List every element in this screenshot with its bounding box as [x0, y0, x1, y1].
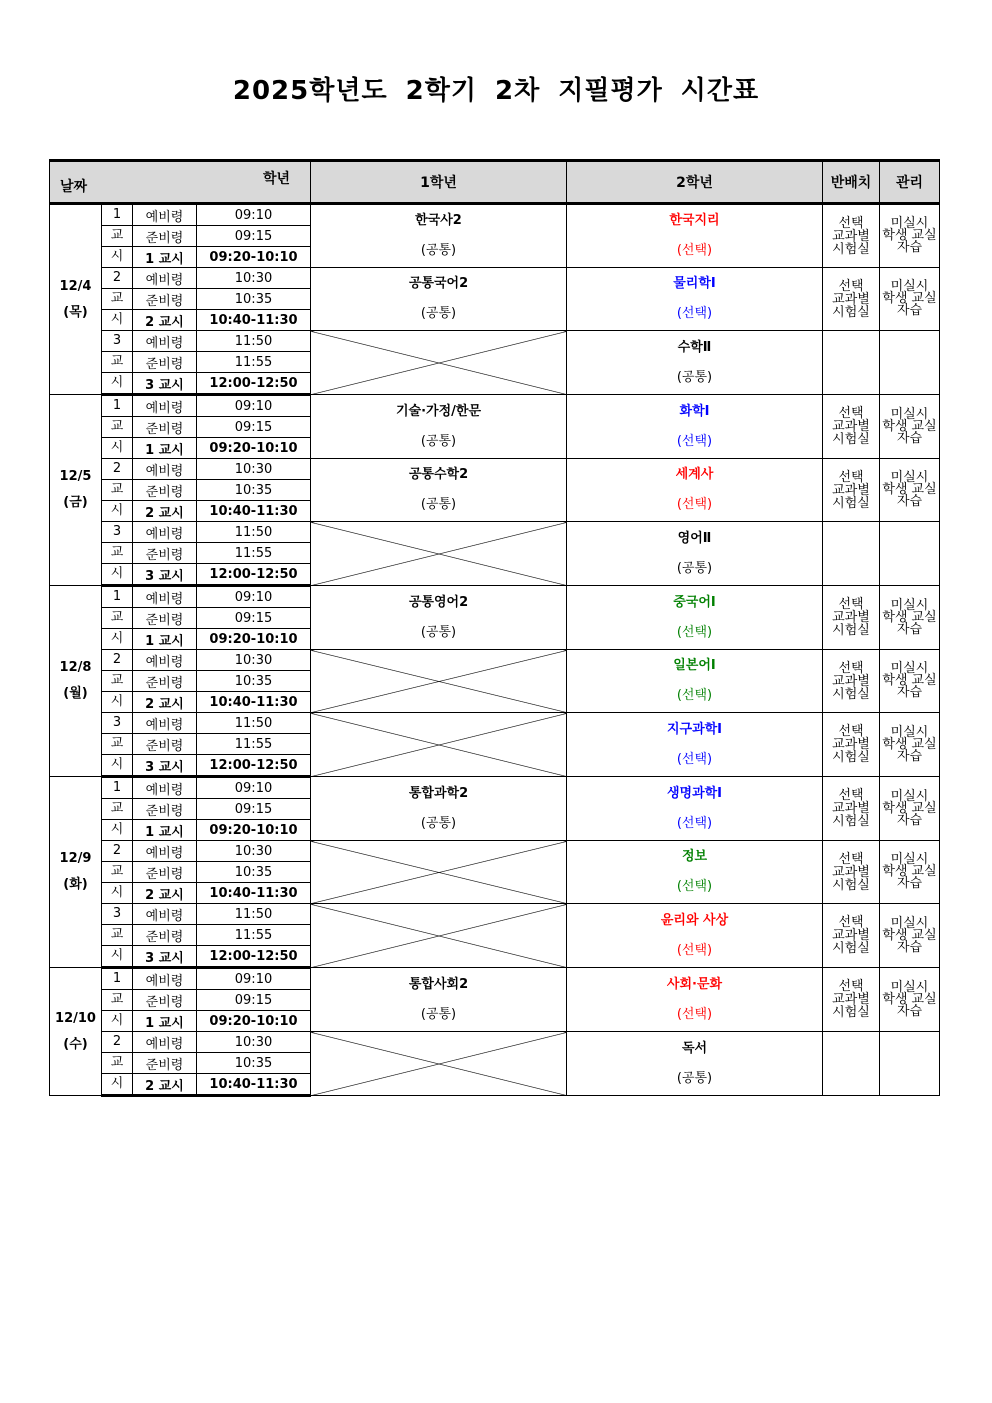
day-weekday: (월)	[63, 686, 88, 701]
seating-cell: 선택 교과별 시험실	[823, 904, 880, 968]
ready-time: 11:55	[197, 352, 311, 373]
grade1-subject-cell	[311, 395, 567, 459]
grade2-subject-cell	[567, 650, 823, 713]
day-cell	[50, 586, 102, 777]
period-time: 09:20-10:10	[197, 438, 311, 459]
grade2-subject-name: 정보	[681, 849, 708, 864]
grade2-subject-cell	[567, 522, 823, 586]
management-cell: 미실시 학생 교실 자습	[880, 268, 940, 331]
day-date: 12/4	[59, 278, 92, 294]
period-label: 3 교시	[133, 564, 197, 586]
period-marker: 시	[102, 373, 133, 395]
prep-time: 09:10	[197, 586, 311, 608]
seating-cell: 선택 교과별 시험실	[823, 650, 880, 713]
header-grade2: 2학년	[567, 161, 823, 204]
table-row	[50, 1032, 940, 1053]
grade2-subject-type: (선택)	[676, 751, 713, 767]
header-grade-label: 학년	[262, 171, 290, 187]
grade2-subject-type: (공통)	[676, 560, 713, 576]
seating-cell: 선택 교과별 시험실	[823, 204, 880, 268]
grade1-subject-type: (공통)	[420, 624, 457, 640]
header-seating: 반배치	[823, 161, 880, 204]
grade2-subject-type: (선택)	[676, 688, 713, 703]
management-cell: 미실시 학생 교실 자습	[880, 395, 940, 459]
period-marker: 교	[102, 925, 133, 946]
period-marker: 시	[102, 310, 133, 331]
day-date: 12/9	[59, 851, 92, 866]
period-time: 12:00-12:50	[197, 373, 311, 395]
management-cell: 미실시 학생 교실 자습	[880, 968, 940, 1032]
period-marker: 2	[102, 268, 133, 289]
period-time: 09:20-10:10	[197, 247, 311, 268]
header-row	[50, 161, 940, 204]
prep-label: 예비령	[133, 650, 197, 671]
management-cell: 미실시 학생 교실 자습	[880, 904, 940, 968]
prep-time: 09:10	[197, 777, 311, 799]
period-marker: 교	[102, 226, 133, 247]
period-label: 3 교시	[133, 946, 197, 968]
day-cell	[50, 395, 102, 586]
grade1-subject-cell	[311, 777, 567, 841]
period-time: 12:00-12:50	[197, 755, 311, 777]
grade1-subject-cell	[311, 968, 567, 1032]
grade1-subject-name: 공통영어2	[408, 594, 469, 610]
period-marker: 교	[102, 289, 133, 310]
prep-time: 09:10	[197, 395, 311, 417]
period-marker: 교	[102, 671, 133, 692]
grade2-subject-type: (선택)	[676, 243, 713, 258]
grade2-subject-type: (선택)	[676, 879, 713, 894]
period-label: 3 교시	[133, 755, 197, 777]
period-marker: 교	[102, 990, 133, 1011]
day-weekday: (화)	[63, 877, 88, 892]
grade1-subject-type: (공통)	[420, 1006, 457, 1022]
grade2-subject-type: (선택)	[676, 815, 713, 831]
ready-label: 준비령	[133, 1053, 197, 1074]
ready-label: 준비령	[133, 608, 197, 629]
day-weekday: (수)	[63, 1036, 88, 1052]
table-row	[50, 268, 940, 289]
period-marker: 교	[102, 1053, 133, 1074]
period-time: 10:40-11:30	[197, 883, 311, 904]
seating-cell	[823, 1032, 880, 1096]
prep-time: 10:30	[197, 268, 311, 289]
ready-time: 10:35	[197, 480, 311, 501]
table-row	[50, 650, 940, 671]
period-marker: 2	[102, 841, 133, 862]
seating-cell: 선택 교과별 시험실	[823, 777, 880, 841]
grade1-no-exam-cell	[311, 841, 567, 904]
period-time: 10:40-11:30	[197, 310, 311, 331]
prep-label: 예비령	[133, 522, 197, 543]
grade1-subject-name: 공통국어2	[408, 276, 469, 291]
grade2-subject-type: (공통)	[676, 369, 713, 385]
grade2-subject-cell	[567, 586, 823, 650]
ready-time: 09:15	[197, 226, 311, 247]
header-grade1: 1학년	[311, 161, 567, 204]
ready-label: 준비령	[133, 480, 197, 501]
seating-cell	[823, 331, 880, 395]
grade2-subject-type: (선택)	[676, 1006, 713, 1022]
period-marker: 시	[102, 247, 133, 268]
period-marker: 1	[102, 204, 133, 226]
management-cell: 미실시 학생 교실 자습	[880, 650, 940, 713]
period-marker: 시	[102, 946, 133, 968]
grade2-subject-cell	[567, 204, 823, 268]
ready-time: 09:15	[197, 417, 311, 438]
ready-label: 준비령	[133, 671, 197, 692]
header-management: 관리	[880, 161, 940, 204]
prep-label: 예비령	[133, 331, 197, 352]
grade2-subject-name: 물리학Ⅰ	[673, 276, 716, 291]
management-cell	[880, 1032, 940, 1096]
prep-label: 예비령	[133, 968, 197, 990]
period-marker: 3	[102, 522, 133, 543]
ready-label: 준비령	[133, 734, 197, 755]
management-cell	[880, 331, 940, 395]
period-time: 09:20-10:10	[197, 629, 311, 650]
table-row	[50, 777, 940, 799]
table-row	[50, 459, 940, 480]
period-marker: 교	[102, 862, 133, 883]
period-marker: 시	[102, 820, 133, 841]
grade2-subject-cell	[567, 395, 823, 459]
period-marker: 교	[102, 352, 133, 373]
prep-label: 예비령	[133, 841, 197, 862]
grade1-subject-cell	[311, 204, 567, 268]
grade1-subject-type: (공통)	[420, 433, 457, 449]
management-cell: 미실시 학생 교실 자습	[880, 713, 940, 777]
period-time: 12:00-12:50	[197, 946, 311, 968]
ready-time: 09:15	[197, 608, 311, 629]
period-time: 09:20-10:10	[197, 1011, 311, 1032]
prep-time: 10:30	[197, 650, 311, 671]
seating-cell	[823, 522, 880, 586]
management-cell: 미실시 학생 교실 자습	[880, 204, 940, 268]
ready-time: 10:35	[197, 671, 311, 692]
grade2-subject-type: (선택)	[676, 306, 713, 321]
ready-label: 준비령	[133, 862, 197, 883]
seating-cell: 선택 교과별 시험실	[823, 395, 880, 459]
grade1-no-exam-cell	[311, 1032, 567, 1096]
period-label: 2 교시	[133, 1074, 197, 1096]
management-cell: 미실시 학생 교실 자습	[880, 459, 940, 522]
period-marker: 3	[102, 331, 133, 352]
prep-label: 예비령	[133, 268, 197, 289]
period-label: 1 교시	[133, 820, 197, 841]
period-marker: 시	[102, 501, 133, 522]
grade2-subject-cell	[567, 268, 823, 331]
grade2-subject-name: 한국지리	[669, 213, 720, 228]
grade2-subject-type: (선택)	[676, 497, 713, 512]
grade2-subject-cell	[567, 713, 823, 777]
management-cell: 미실시 학생 교실 자습	[880, 586, 940, 650]
management-cell: 미실시 학생 교실 자습	[880, 841, 940, 904]
day-date: 12/8	[59, 660, 92, 675]
ready-label: 준비령	[133, 417, 197, 438]
grade1-subject-name: 공통수학2	[408, 467, 469, 482]
day-cell	[50, 968, 102, 1096]
period-marker: 교	[102, 543, 133, 564]
ready-time: 09:15	[197, 799, 311, 820]
ready-label: 준비령	[133, 226, 197, 247]
period-marker: 2	[102, 459, 133, 480]
ready-time: 10:35	[197, 1053, 311, 1074]
grade1-subject-cell	[311, 586, 567, 650]
day-date: 12/10	[55, 1010, 96, 1026]
ready-time: 10:35	[197, 862, 311, 883]
ready-time: 11:55	[197, 543, 311, 564]
period-marker: 시	[102, 755, 133, 777]
grade2-subject-name: 생명과학Ⅰ	[666, 785, 723, 801]
seating-cell: 선택 교과별 시험실	[823, 586, 880, 650]
grade1-no-exam-cell	[311, 904, 567, 968]
grade1-no-exam-cell	[311, 713, 567, 777]
period-time: 09:20-10:10	[197, 820, 311, 841]
management-cell: 미실시 학생 교실 자습	[880, 777, 940, 841]
prep-time: 10:30	[197, 459, 311, 480]
grade2-subject-cell	[567, 968, 823, 1032]
period-marker: 2	[102, 650, 133, 671]
prep-time: 11:50	[197, 331, 311, 352]
period-time: 12:00-12:50	[197, 564, 311, 586]
ready-label: 준비령	[133, 925, 197, 946]
grade2-subject-type: (선택)	[676, 942, 713, 958]
table-row	[50, 395, 940, 417]
ready-time: 11:55	[197, 734, 311, 755]
period-marker: 시	[102, 1074, 133, 1096]
ready-label: 준비령	[133, 289, 197, 310]
period-time: 10:40-11:30	[197, 501, 311, 522]
period-marker: 3	[102, 713, 133, 734]
prep-label: 예비령	[133, 713, 197, 734]
grade2-subject-name: 수학Ⅱ	[677, 339, 712, 355]
grade2-subject-type: (공통)	[676, 1070, 713, 1086]
table-row	[50, 522, 940, 543]
ready-time: 09:15	[197, 990, 311, 1011]
period-label: 1 교시	[133, 629, 197, 650]
prep-time: 10:30	[197, 1032, 311, 1053]
table-row	[50, 841, 940, 862]
prep-time: 11:50	[197, 522, 311, 543]
period-label: 2 교시	[133, 501, 197, 522]
table-row	[50, 713, 940, 734]
prep-label: 예비령	[133, 1032, 197, 1053]
grade2-subject-cell	[567, 904, 823, 968]
seating-cell: 선택 교과별 시험실	[823, 841, 880, 904]
period-label: 3 교시	[133, 373, 197, 395]
period-label: 1 교시	[133, 247, 197, 268]
page-title: 2025학년도 2학기 2차 지필평가 시간표	[232, 76, 760, 106]
prep-label: 예비령	[133, 395, 197, 417]
prep-time: 10:30	[197, 841, 311, 862]
period-marker: 시	[102, 438, 133, 459]
grade2-subject-name: 일본어Ⅰ	[673, 658, 716, 673]
period-marker: 교	[102, 734, 133, 755]
grade1-no-exam-cell	[311, 331, 567, 395]
period-marker: 시	[102, 692, 133, 713]
day-cell	[50, 204, 102, 395]
period-label: 2 교시	[133, 692, 197, 713]
table-row	[50, 204, 940, 226]
ready-time: 11:55	[197, 925, 311, 946]
day-date: 12/5	[59, 469, 92, 484]
grade1-subject-type: (공통)	[420, 243, 457, 258]
grade1-subject-name: 통합과학2	[408, 785, 469, 801]
prep-time: 09:10	[197, 204, 311, 226]
period-label: 1 교시	[133, 1011, 197, 1032]
grade2-subject-cell	[567, 1032, 823, 1096]
period-marker: 교	[102, 608, 133, 629]
grade2-subject-name: 세계사	[675, 467, 714, 482]
ready-label: 준비령	[133, 990, 197, 1011]
period-marker: 교	[102, 480, 133, 501]
grade2-subject-name: 사회·문화	[666, 976, 723, 992]
grade2-subject-cell	[567, 841, 823, 904]
period-marker: 교	[102, 799, 133, 820]
grade1-subject-type: (공통)	[420, 815, 457, 831]
grade2-subject-name: 화학Ⅰ	[679, 403, 710, 419]
grade2-subject-cell	[567, 459, 823, 522]
management-cell	[880, 522, 940, 586]
grade2-subject-name: 지구과학Ⅰ	[666, 721, 723, 737]
grade1-subject-name: 한국사2	[415, 213, 462, 228]
period-marker: 1	[102, 968, 133, 990]
seating-cell: 선택 교과별 시험실	[823, 968, 880, 1032]
period-marker: 1	[102, 586, 133, 608]
period-marker: 3	[102, 904, 133, 925]
prep-time: 11:50	[197, 904, 311, 925]
grade1-subject-name: 기술·가정/한문	[395, 403, 482, 419]
period-label: 1 교시	[133, 438, 197, 459]
grade1-no-exam-cell	[311, 522, 567, 586]
period-label: 2 교시	[133, 310, 197, 331]
prep-time: 11:50	[197, 713, 311, 734]
ready-label: 준비령	[133, 799, 197, 820]
table-row	[50, 586, 940, 608]
period-marker: 시	[102, 883, 133, 904]
table-row	[50, 331, 940, 352]
day-cell	[50, 777, 102, 968]
period-marker: 1	[102, 395, 133, 417]
grade1-subject-type: (공통)	[420, 306, 457, 321]
grade2-subject-name: 윤리와 사상	[660, 912, 729, 928]
grade1-no-exam-cell	[311, 650, 567, 713]
prep-label: 예비령	[133, 904, 197, 925]
period-time: 10:40-11:30	[197, 692, 311, 713]
ready-label: 준비령	[133, 543, 197, 564]
prep-label: 예비령	[133, 204, 197, 226]
seating-cell: 선택 교과별 시험실	[823, 268, 880, 331]
prep-label: 예비령	[133, 459, 197, 480]
day-weekday: (목)	[63, 304, 88, 320]
grade2-subject-type: (선택)	[676, 624, 713, 640]
period-time: 10:40-11:30	[197, 1074, 311, 1096]
ready-time: 10:35	[197, 289, 311, 310]
period-marker: 시	[102, 1011, 133, 1032]
grade2-subject-name: 중국어Ⅰ	[673, 594, 716, 610]
grade1-subject-cell	[311, 268, 567, 331]
grade2-subject-cell	[567, 331, 823, 395]
header-date-label: 날짜	[60, 179, 88, 195]
grade2-subject-type: (선택)	[676, 433, 713, 449]
period-marker: 시	[102, 564, 133, 586]
period-marker: 교	[102, 417, 133, 438]
grade2-subject-name: 독서	[681, 1040, 708, 1056]
grade1-subject-type: (공통)	[420, 497, 457, 512]
day-weekday: (금)	[63, 495, 88, 510]
table-row	[50, 968, 940, 990]
prep-label: 예비령	[133, 586, 197, 608]
grade1-subject-name: 통합사회2	[408, 976, 469, 992]
grade1-subject-cell	[311, 459, 567, 522]
seating-cell: 선택 교과별 시험실	[823, 713, 880, 777]
header-corner-cell	[50, 161, 311, 204]
period-marker: 2	[102, 1032, 133, 1053]
prep-time: 09:10	[197, 968, 311, 990]
exam-schedule-table	[49, 159, 940, 1097]
prep-label: 예비령	[133, 777, 197, 799]
period-marker: 1	[102, 777, 133, 799]
period-label: 2 교시	[133, 883, 197, 904]
ready-label: 준비령	[133, 352, 197, 373]
grade2-subject-cell	[567, 777, 823, 841]
seating-cell: 선택 교과별 시험실	[823, 459, 880, 522]
table-row	[50, 904, 940, 925]
period-marker: 시	[102, 629, 133, 650]
grade2-subject-name: 영어Ⅱ	[677, 530, 712, 546]
